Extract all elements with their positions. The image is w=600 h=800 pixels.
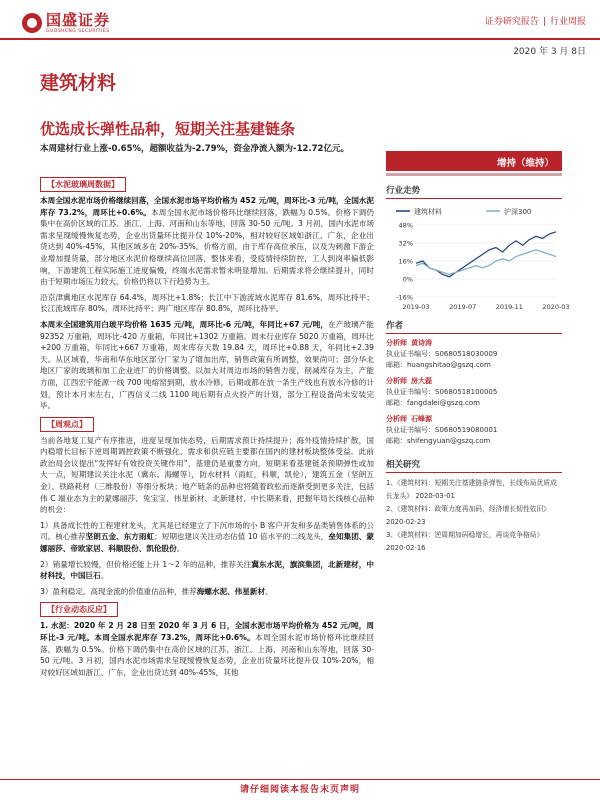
point-2-end: 。 xyxy=(100,571,109,581)
paragraph-cement xyxy=(40,195,374,288)
paragraph-industry xyxy=(40,620,374,678)
report-date-small: 2020-03-01 xyxy=(415,492,455,500)
logo-mark-icon xyxy=(22,13,42,33)
related-report-3[interactable] xyxy=(386,529,562,555)
series-line xyxy=(416,250,556,275)
point-2-picks: 冀东水泥，旗滨集团，北新建材，中材科技，中国巨石 xyxy=(40,559,374,581)
point-1-picks-2: 垒知集团、蒙娜丽莎、帝欧家居、科顺股份、凯伦股份 xyxy=(40,532,375,554)
point-3-end: 。 xyxy=(265,586,273,596)
logo-text: 国盛证券 xyxy=(46,11,111,29)
related-title: 相关研究 xyxy=(386,452,562,473)
paragraph-industry-text: 本周全国水泥市场价格环比继续回落，跌幅为 0.5%。价格下调仍集中在高价区域的江苏、浙江、上海、河南和山东等地，回落 30-50 元/吨。3 月初，国内水泥市场需求呈现缓慢恢复态势，企业出货量环比提升仅 10%-20%，相对较好区域如浙江、广东，企业出货达到 40%-45%，其他 xyxy=(40,633,375,677)
trend-chart-svg xyxy=(386,203,570,313)
paragraph-glass-bold: 本周末全国建筑用白玻平均价格 1635 元/吨，周环比-6 元/吨，年同比+67 元/吨， xyxy=(40,319,329,329)
main-column xyxy=(40,172,374,678)
report-date-small: 2020-02-23 xyxy=(386,518,426,526)
header-divider xyxy=(0,38,600,40)
trend-title: 行业走势 xyxy=(386,178,562,199)
analyst-1 xyxy=(386,338,562,371)
related-report-2[interactable] xyxy=(386,503,562,529)
analyst-email[interactable]: 邮箱：fangdalei@gszq.com xyxy=(386,399,480,407)
analyst-email[interactable]: 邮箱：shifengyuan@gszq.com xyxy=(386,437,491,445)
analyst-email[interactable]: 邮箱：huangshitao@gszq.com xyxy=(386,361,491,369)
y-tick-label: 32% xyxy=(398,239,413,248)
y-tick-label: 16% xyxy=(398,257,413,266)
point-3-text: 3）盈利稳定，高现金流的价值重估品种，推荐 xyxy=(40,586,197,596)
point-2-text: 2）销量增长较慢，但价格还能上升 1～2 年的品种，推荐关注 xyxy=(40,559,252,569)
analyst-2 xyxy=(386,376,562,409)
report-title[interactable]: 3、《建筑材料：逆周期加码稳增长，再谈竞争格局》 xyxy=(386,531,544,539)
y-tick-label: 0% xyxy=(402,275,413,284)
report-date-small: 2020-02-16 xyxy=(386,544,426,552)
section-title: 建筑材料 xyxy=(40,72,117,94)
trend-chart xyxy=(386,203,570,313)
point-1-text: 1）具备成长性的工程建材龙头，尤其是已经建立了下沉市场的小 B 客户开发和多品类销售体系的公司。核心推荐 xyxy=(40,520,374,542)
page-header xyxy=(0,0,600,44)
rating-underline xyxy=(386,173,562,176)
paragraph-point-1 xyxy=(40,520,374,555)
paragraph-cement-text: 本周全国水泥市场价格环比继续回落，跌幅为 0.5%。价格下调仍集中在高价区域的江苏、浙江、上海、河南和山东等地，回落 30-50 元/吨。3 月初，国内水泥市场需求呈现缓慢恢复态势，企业出货量环比提升仅 10%-20%，相对较好区域如浙江、广东，企业出货达到 40%-45%，其他区域多在 20%-35%。价格方面，由于库存高位承压，以及为刺激下游企业增加提货量，部分地区水泥价格继续高位回落，整体来看，受疫情持续防控，工人到岗率偏低影响，下游建筑工程实际施工进度偏慢，终端水泥需求暂未明显增加。后期需求将会继续提升，同时由于短期市场压力较大，价格仍将以下行趋势为主。 xyxy=(40,207,374,287)
report-title[interactable]: 2、《建筑材料：政策力度再加码，经济增长韧性依旧》 xyxy=(386,505,551,513)
paragraph-inventory: 沿京津冀地区水泥库存 64.4%，周环比+1.8%；长江中下游流域水泥库存 81.6%，周环比持平；长江流域库存 80%，周环比持平；两广地区库存 80.8%，周环比持平。 xyxy=(40,292,374,314)
report-type-label xyxy=(485,14,586,27)
analyst-role: 分析师 xyxy=(386,415,407,423)
logo xyxy=(22,12,110,34)
analyst-cert: 执业证书编号：S0680518030009 xyxy=(386,350,498,358)
x-tick-label: 2019-07 xyxy=(449,303,477,311)
analyst-name: 石峰源 xyxy=(411,415,432,423)
analyst-role: 分析师 xyxy=(386,339,407,347)
paragraph-cement-bold: 本周全国水泥市场价格继续回落，全国水泥市场平均价格为 452 元/吨，周环比-3 元/吨，全国水泥库存 73.2%，周环比+0.6%。 xyxy=(40,196,374,217)
analyst-role: 分析师 xyxy=(386,377,407,385)
paragraph-point-3 xyxy=(40,586,374,598)
legend-label: 沪深300 xyxy=(504,208,532,216)
analyst-name: 房大磊 xyxy=(411,377,432,385)
point-1-end: 。 xyxy=(176,544,185,554)
point-1-picks: 坚朗五金、东方雨虹 xyxy=(85,532,155,542)
report-type: 证券研究报告 xyxy=(484,17,539,27)
headline: 优选成长弹性品种，短期关注基建链条 xyxy=(40,120,296,138)
paragraph-industry-bold: 1. 水泥：2020 年 2 月 28 日至 2020 年 3 月 6 日，全国水泥市场平均价格为 452 元/吨，周环比-3 元/吨。本周全国水泥库存 73.2%，周环比+0.6%。 xyxy=(40,621,374,642)
analyst-3 xyxy=(386,414,562,447)
related-report-1[interactable] xyxy=(386,477,562,503)
x-tick-label: 2020-03 xyxy=(542,303,570,311)
footer-divider xyxy=(0,779,600,780)
x-tick-label: 2019-11 xyxy=(495,303,523,311)
author-title: 作者 xyxy=(386,313,562,334)
y-tick-label: 48% xyxy=(398,221,413,230)
x-tick-label: 2019-03 xyxy=(402,303,430,311)
report-kind: 行业周报 xyxy=(549,17,586,27)
section-tag-industry: 【行业动态反应】 xyxy=(40,602,118,617)
report-title[interactable]: 1、《建筑材料：短期关注基建链条弹性，长线布局优质成长龙头》 xyxy=(386,479,557,500)
rating-badge: 增持（维持） xyxy=(386,151,562,171)
analyst-name: 黄诗涛 xyxy=(411,339,432,347)
report-date: 2020 年 3 月 8日 xyxy=(513,47,586,57)
point-1-text-2: ；短期也建议关注动态估值 10 倍水平的二线龙头， xyxy=(154,532,329,542)
paragraph-view: 当前各地复工复产有序推进，进度呈现加快态势，后期需求预计持续提升；海外疫情持续扩散，国内稳增长目标下逆周期调控政策不断强化，需求和供应链主要都在国内的建材板块整体受益。此前政治局会议提出“发挥好有效投资关键作用”，基建仍是重要方向，短期来看基建链条预期弹性或加大一点，短期建议关注水泥（冀东、海螺等），防水材料（雨虹，科顺，凯伦），建筑五金（坚朗五金）、铁路耗材（三维股份）等细分板块；地产链条的品种也将随着政松而逐渐受到更多关注，包括伟 C 端业态为主的蒙娜丽莎、兔宝宝、伟星新材、北新建材、中长期来看，把握年局长线核心品种的机会： xyxy=(40,435,374,515)
separator: | xyxy=(542,17,546,27)
y-tick-label: -16% xyxy=(396,293,413,302)
point-3-picks: 海螺水泥、伟星新材 xyxy=(196,586,266,596)
summary: 本周建材行业上涨-0.65%，超额收益为-2.79%，资金净流入额为-12.72亿元。 xyxy=(40,144,349,154)
paragraph-glass xyxy=(40,319,374,412)
paragraph-point-2 xyxy=(40,559,374,582)
paragraph-glass-text: 在产玻璃产能 92352 万重箱，周环比-420 万重箱，年同比+1302 万重箱。周末行业库存 5020 万重箱，周环比+200 万重箱，年同比+667 万重箱，周末库存天数 19.84 天，周环比+0.88 天，年同比+2.39 天。从区域看，华南和华东地区部分厂家为了增加出库，销售政策有所调整，效果尚可；部分华北地区厂家的玻璃和加工企业进厂的价格调整，以加大对周边市场的销售力度，削减库存为主，产能方面，江西宏宇能源一线 700 吨熔窑到期，放水冷修，后期或都在放一条生产线也有放水冷修的计划，预计本月末左右，广西信义二线 1100 吨后期有点火投产的计划，部分工程设备尚未安装完毕。 xyxy=(40,319,374,411)
section-tag-weekly-view: 【周观点】 xyxy=(40,417,94,432)
footer-disclaimer: 请仔细阅读本报告末页声明 xyxy=(239,785,360,795)
analyst-cert: 执业证书编号：S0680519080001 xyxy=(386,426,498,434)
analyst-cert: 执业证书编号：S0680518100005 xyxy=(386,388,498,396)
logo-subtext: GUOSHENG SECURITIES xyxy=(46,29,110,34)
section-tag-weekly-data: 【水泥玻璃周数据】 xyxy=(40,177,126,192)
sidebar xyxy=(386,178,570,555)
legend-label: 建筑材料 xyxy=(414,208,442,216)
